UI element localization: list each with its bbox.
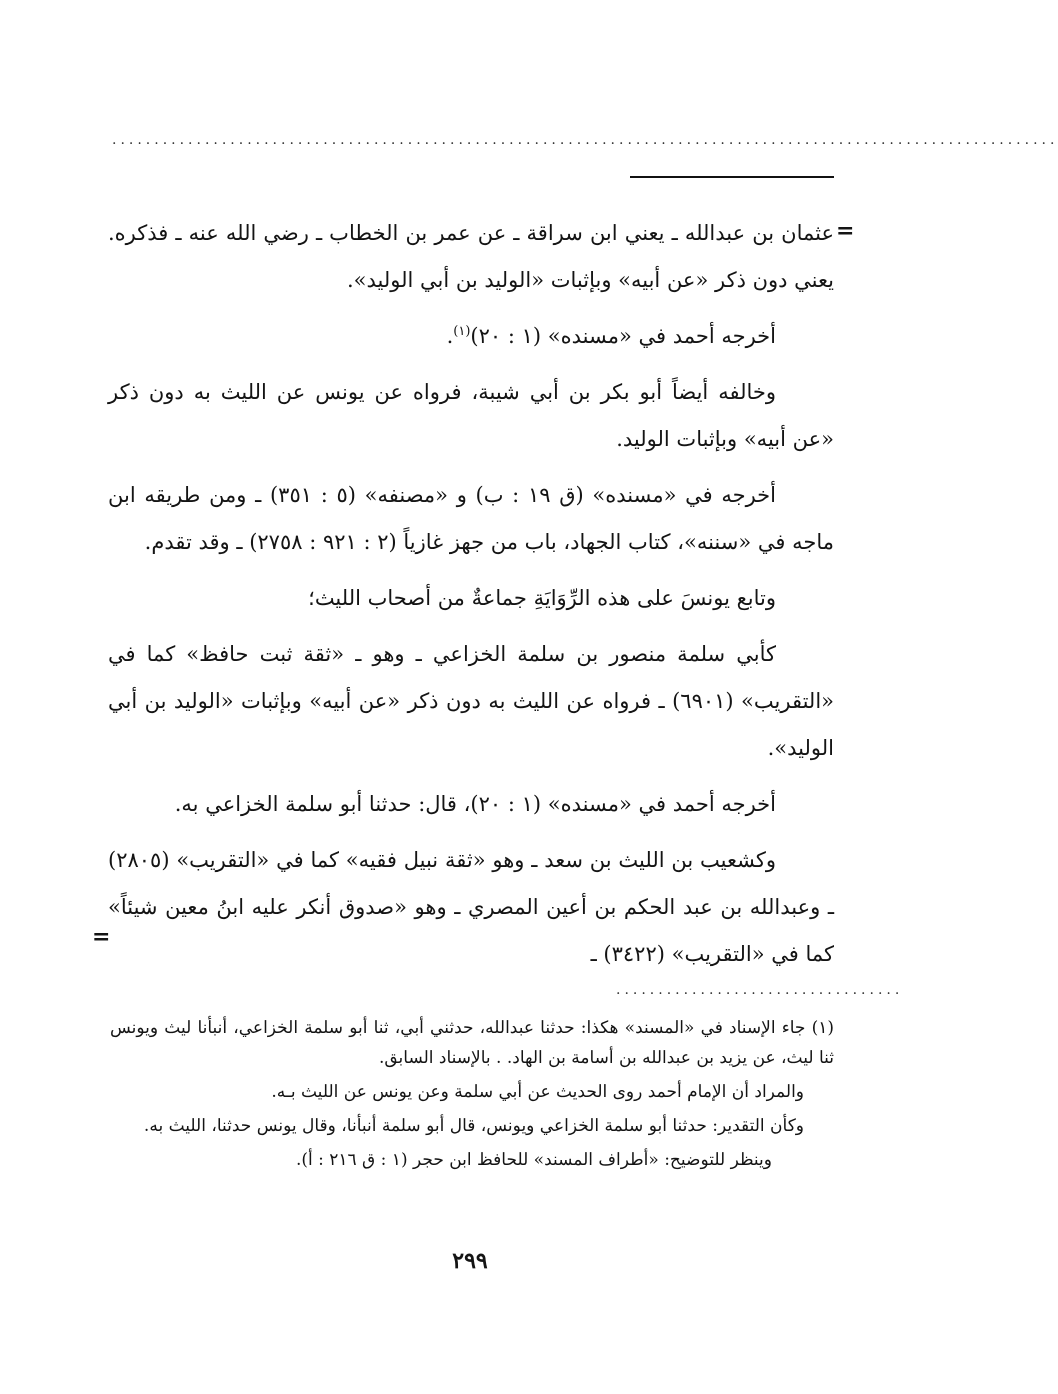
footnote: وينظر للتوضيح: «أطراف المسند» للحافظ ابن حجر (١ : ق ٢١٦ : أ).: [295, 1150, 772, 1170]
paragraph-text: أخرجه أحمد في «مسنده» (١ : ٢٠): [470, 324, 776, 348]
footnote: (١) جاء الإسناد في «المسند» هكذا: حدثنا عبدالله، حدثني أبي، ثنا أبو سلمة الخزاعي، أنبأنا ليث ويونس ثنا ليث، عن يزيد بن عبدالله بن أسامة بن الهاد. . بالإسناد السابق.: [110, 1018, 834, 1068]
paragraph: عثمان بن عبدالله ـ يعني ابن سراقة ـ عن عمر بن الخطاب ـ رضي الله عنه ـ فذكره. يعني دون ذكر «عن أبيه» وبإثبات «الوليد بن أبي الوليد».: [108, 221, 834, 292]
paragraph: وتابع يونسَ على هذه الرِّوَايَةِ جماعةٌ من أصحاب الليث؛: [308, 586, 776, 610]
paragraph: وكشعيب بن الليث بن سعد ـ وهو «ثقة نبيل فقيه» كما في «التقريب» (٢٨٠٥) ـ وعبدالله بن عبد الحكم بن أعين المصري ـ وهو «صدوق أنكر عليه ابنُ معين شيئاً» كما في «التقريب» (٣٤٢٢) ـ: [108, 848, 834, 966]
paragraph: أخرجه في «مسنده» (ق ١٩ : ب) و «مصنفه» (٥ : ٣٥١) ـ ومن طريقه ابن ماجه في «سننه»، كتاب الجهاد، باب من جهز غازياً (٢ : ٩٢١ : ٢٧٥٨) ـ وقد تقدم.: [108, 483, 834, 554]
footnote: والمراد أن الإمام أحمد روى الحديث عن أبي سلمة وعن يونس عن الليث بـه.: [271, 1082, 804, 1102]
top-rule: [630, 176, 834, 178]
main-text: [108, 210, 834, 987]
footnotes: [110, 1013, 834, 1179]
page-number: ٢٩٩: [452, 1248, 488, 1274]
continuation-mark-start: =: [836, 218, 855, 244]
paragraph-end: .: [446, 324, 454, 348]
footnote-reference: (١): [453, 324, 471, 339]
paragraph: كأبي سلمة منصور بن سلمة الخزاعي ـ وهو ـ «ثقة ثبت حافظ» كما في «التقريب» (٦٩٠١) ـ فرواه عن الليث به دون ذكر «عن أبيه» وبإثبات «الوليد بن أبي الوليد».: [108, 642, 835, 760]
continuation-mark-end: =: [92, 924, 111, 950]
footnote-dotted-separator: ..................................: [616, 982, 904, 998]
top-dotted-separator: ................................................................................................................: [112, 132, 1058, 148]
footnote: وكأن التقدير: حدثنا أبو سلمة الخزاعي ويونس، قال أبو سلمة أنبأنا، وقال يونس حدثنا، الليث به.: [143, 1116, 804, 1136]
paragraph: وخالفه أيضاً أبو بكر بن أبي شيبة، فرواه عن يونس عن الليث به دون ذكر «عن أبيه» وبإثبات الوليد.: [108, 380, 834, 451]
paragraph: أخرجه أحمد في «مسنده» (١ : ٢٠)، قال: حدثنا أبو سلمة الخزاعي به.: [174, 792, 776, 816]
paragraph: [108, 313, 834, 360]
